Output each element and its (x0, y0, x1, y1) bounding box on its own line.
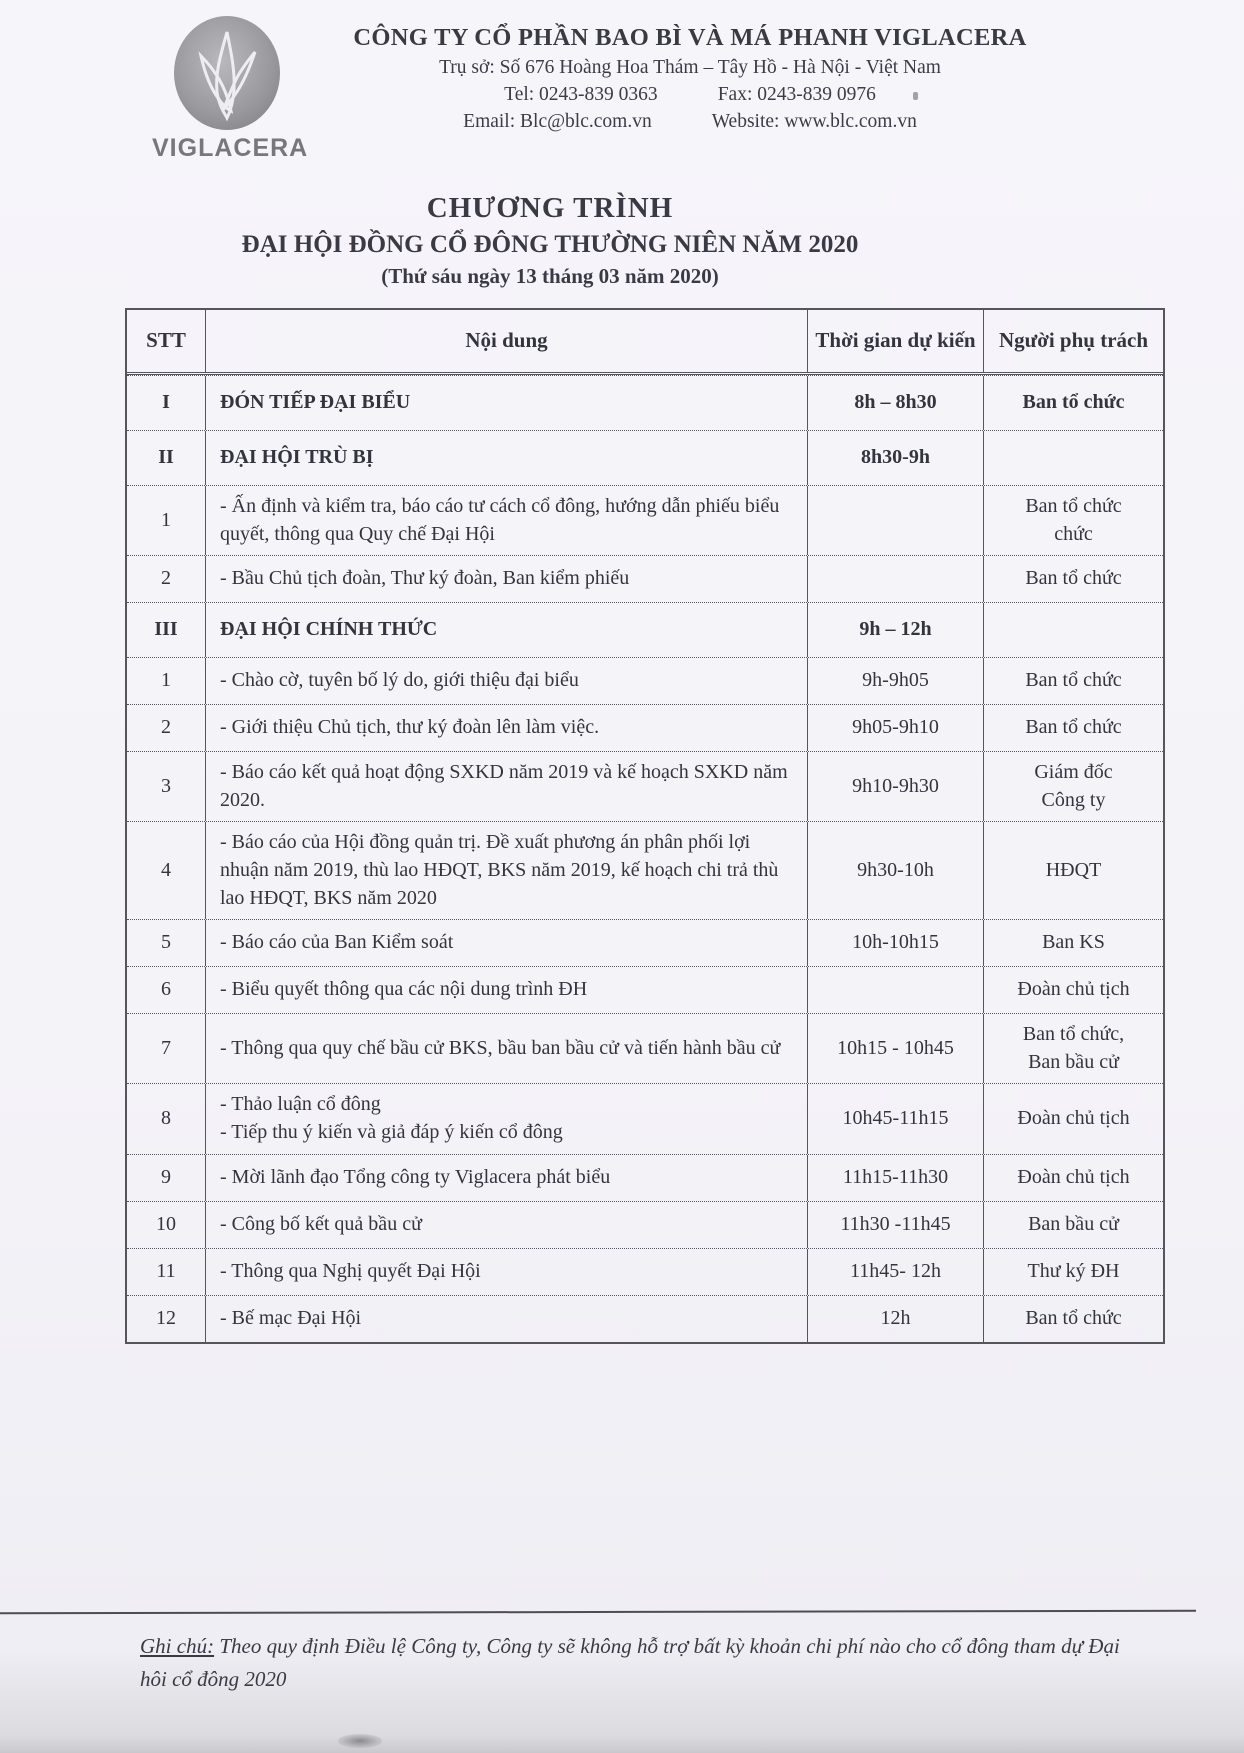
agenda-table (125, 308, 1165, 1344)
row-content: - Bầu Chủ tịch đoàn, Thư ký đoàn, Ban kiểm phiếu (205, 556, 807, 602)
table-row (127, 704, 1163, 751)
row-person (983, 603, 1163, 657)
row-content: ĐẠI HỘI TRÙ BỊ (205, 431, 807, 485)
row-time: 11h15-11h30 (807, 1155, 983, 1201)
table-row (127, 821, 1163, 919)
title-line1: CHƯƠNG TRÌNH (426, 192, 674, 224)
table-row (127, 485, 1163, 555)
row-time: 9h30-10h (807, 822, 983, 919)
row-content: - Thông qua quy chế bầu cử BKS, bầu ban bầu cử và tiến hành bầu cử (205, 1014, 807, 1083)
row-content: - Mời lãnh đạo Tổng công ty Viglacera phát biểu (205, 1155, 807, 1201)
document-title (0, 192, 1100, 289)
row-person (983, 431, 1163, 485)
row-stt: 8 (161, 1107, 171, 1130)
header-nguoi-phu-trach: Người phụ trách (983, 310, 1163, 372)
table-row (127, 602, 1163, 657)
row-person: Ban tổ chức (983, 705, 1163, 751)
row-stt: 6 (161, 978, 171, 1001)
footer-rule (0, 1610, 1196, 1615)
row-stt: 5 (161, 931, 171, 954)
table-row (127, 555, 1163, 602)
scan-smudge (338, 1734, 382, 1748)
row-stt: 9 (161, 1165, 171, 1188)
company-email: Email: Blc@blc.com.vn (463, 111, 652, 132)
row-person: Ban tổ chức (983, 556, 1163, 602)
company-header (330, 24, 1050, 133)
row-content: - Thảo luận cổ đông - Tiếp thu ý kiến và giả đáp ý kiến cổ đông (205, 1084, 807, 1153)
scan-speck (913, 92, 918, 100)
row-person: Ban tổ chức (983, 658, 1163, 704)
row-time: 11h30 -11h45 (807, 1202, 983, 1248)
row-stt: 11 (156, 1259, 176, 1282)
row-time: 10h15 - 10h45 (807, 1014, 983, 1083)
row-time: 9h – 12h (807, 603, 983, 657)
table-row (127, 1154, 1163, 1201)
row-stt: 10 (156, 1212, 176, 1235)
row-time: 8h – 8h30 (807, 376, 983, 430)
row-stt: 2 (161, 716, 171, 739)
row-stt: 1 (161, 669, 171, 692)
title-line2: ĐẠI HỘI ĐỒNG CỔ ĐÔNG THƯỜNG NIÊN NĂM 2020 (241, 231, 859, 258)
header-thoi-gian: Thời gian dự kiến (807, 310, 983, 372)
row-content: - Báo cáo của Hội đồng quản trị. Đề xuất phương án phân phối lợi nhuận năm 2019, thù lao HĐQT, BKS năm 2019, kế hoạch chi trả thù lao HĐQT, BKS năm 2020 (205, 822, 807, 919)
viglacera-flower-icon (171, 14, 283, 132)
row-time (807, 967, 983, 1013)
row-person: Đoàn chủ tịch (983, 1084, 1163, 1153)
row-person: Ban tổ chức (983, 1296, 1163, 1342)
row-person: Thư ký ĐH (983, 1249, 1163, 1295)
row-person: Ban bầu cử (983, 1202, 1163, 1248)
row-content: - Chào cờ, tuyên bố lý do, giới thiệu đại biểu (205, 658, 807, 704)
row-person: Ban tổ chức (983, 376, 1163, 430)
header-noi-dung: Nội dung (205, 310, 807, 372)
row-content: - Báo cáo của Ban Kiểm soát (205, 920, 807, 966)
row-person: Ban tổ chức, Ban bầu cử (983, 1014, 1163, 1083)
row-time: 10h-10h15 (807, 920, 983, 966)
row-stt: 4 (161, 858, 171, 881)
row-time: 10h45-11h15 (807, 1084, 983, 1153)
row-content: ĐẠI HỘI CHÍNH THỨC (205, 603, 807, 657)
table-row (127, 657, 1163, 704)
company-address: Trụ sở: Số 676 Hoàng Hoa Thám – Tây Hồ - Hà Nội - Việt Nam (439, 57, 941, 78)
row-stt: 3 (161, 774, 171, 797)
row-time: 9h-9h05 (807, 658, 983, 704)
header-stt: STT (146, 328, 186, 353)
row-stt: 12 (156, 1306, 176, 1329)
row-stt: 7 (161, 1036, 171, 1059)
row-content: ĐÓN TIẾP ĐẠI BIỂU (205, 376, 807, 430)
row-person: HĐQT (983, 822, 1163, 919)
title-line3: (Thứ sáu ngày 13 tháng 03 năm 2020) (381, 264, 719, 288)
note-label: Ghi chú: (140, 1634, 215, 1658)
note-text: Theo quy định Điều lệ Công ty, Công ty sẽ không hỗ trợ bất kỳ khoản chi phí nào cho cổ đông tham dự Đại hôi cổ đông 2020 (140, 1634, 1120, 1691)
row-time: 11h45- 12h (807, 1249, 983, 1295)
row-content: - Giới thiệu Chủ tịch, thư ký đoàn lên làm việc. (205, 705, 807, 751)
row-time: 9h05-9h10 (807, 705, 983, 751)
row-content: - Ấn định và kiểm tra, báo cáo tư cách cổ đông, hướng dẫn phiếu biểu quyết, thông qua Quy chế Đại Hội (205, 486, 807, 555)
row-content: - Công bố kết quả bầu cử (205, 1202, 807, 1248)
row-time: 8h30-9h (807, 431, 983, 485)
company-name: CÔNG TY CỔ PHẦN BAO BÌ VÀ MÁ PHANH VIGLACERA (353, 24, 1027, 51)
footer-note (140, 1630, 1125, 1695)
logo-wordmark: VIGLACERA (152, 134, 309, 162)
company-fax: Fax: 0243-839 0976 (717, 84, 876, 105)
row-content: - Thông qua Nghị quyết Đại Hội (205, 1249, 807, 1295)
row-person: Ban KS (983, 920, 1163, 966)
row-stt: I (162, 391, 170, 414)
table-row (127, 1248, 1163, 1295)
table-row (127, 430, 1163, 485)
table-row (127, 966, 1163, 1013)
row-stt: III (154, 618, 178, 641)
row-time: 12h (807, 1296, 983, 1342)
row-time: 9h10-9h30 (807, 752, 983, 821)
table-row (127, 1201, 1163, 1248)
row-content: - Bế mạc Đại Hội (205, 1296, 807, 1342)
table-row (127, 1083, 1163, 1153)
table-header-row (127, 310, 1163, 375)
row-person: Ban tổ chức chức (983, 486, 1163, 555)
company-website: Website: www.blc.com.vn (711, 111, 917, 132)
company-tel: Tel: 0243-839 0363 (504, 84, 658, 105)
row-stt: 2 (161, 567, 171, 590)
row-time (807, 556, 983, 602)
row-content: - Báo cáo kết quả hoạt động SXKD năm 2019 và kế hoạch SXKD năm 2020. (205, 752, 807, 821)
company-logo (152, 14, 309, 163)
row-stt: II (158, 446, 174, 469)
row-time (807, 486, 983, 555)
row-person: Đoàn chủ tịch (983, 967, 1163, 1013)
table-row (127, 375, 1163, 430)
row-stt: 1 (161, 508, 171, 531)
table-row (127, 1295, 1163, 1342)
table-row (127, 751, 1163, 821)
table-row (127, 919, 1163, 966)
row-person: Giám đốc Công ty (983, 752, 1163, 821)
row-content: - Biểu quyết thông qua các nội dung trình ĐH (205, 967, 807, 1013)
table-row (127, 1013, 1163, 1083)
row-person: Đoàn chủ tịch (983, 1155, 1163, 1201)
